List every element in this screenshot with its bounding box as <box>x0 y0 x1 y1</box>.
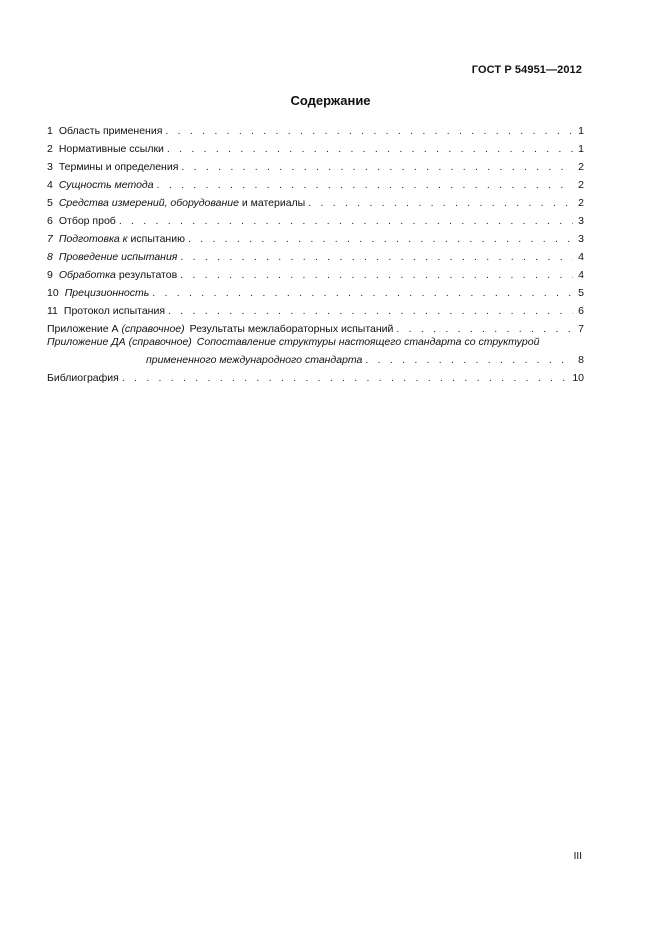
toc-entry-page: 4 <box>578 269 584 281</box>
leader-dots <box>122 372 569 385</box>
toc-entry-6[interactable] <box>47 210 584 228</box>
toc-entry-label: 3 Термины и определения <box>47 161 179 173</box>
toc-entry-page: 3 <box>578 215 584 227</box>
toc-entry-page: 2 <box>578 197 584 209</box>
toc-entry-page: 7 <box>578 323 584 335</box>
toc-entry-page: 1 <box>578 125 584 137</box>
toc-entry-label: 1 Область применения <box>47 125 163 137</box>
leader-dots <box>180 251 573 264</box>
toc-entry-label: 8 Проведение испытания <box>47 251 178 263</box>
toc-entry-label-continued: примененного международного стандарта <box>146 354 363 366</box>
leader-dots <box>165 125 573 138</box>
toc-entry-label: 5 Средства измерений, оборудование и материалы <box>47 197 306 209</box>
toc-entry-label: 7 Подготовка к испытанию <box>47 233 185 245</box>
toc-entry-page: 3 <box>578 233 584 245</box>
toc-entry-page: 1 <box>578 143 584 155</box>
toc-entry-bibliography[interactable] <box>47 367 584 385</box>
toc-entry-label: 4 Сущность метода <box>47 179 154 191</box>
toc-entry-8[interactable] <box>47 246 584 264</box>
toc-entry-9[interactable] <box>47 264 584 282</box>
toc-entry-page: 2 <box>578 179 584 191</box>
leader-dots <box>168 305 573 318</box>
toc-entry-page: 5 <box>578 287 584 299</box>
toc-entry-page: 2 <box>578 161 584 173</box>
toc-title: Содержание <box>290 93 371 108</box>
table-of-contents <box>47 120 584 385</box>
toc-entry-11[interactable] <box>47 300 584 318</box>
leader-dots <box>188 233 573 246</box>
leader-dots <box>308 197 573 210</box>
toc-entry-appendix-da[interactable] <box>47 336 584 367</box>
toc-entry-page: 10 <box>572 372 584 384</box>
toc-entry-label: 2 Нормативные ссылки <box>47 143 164 155</box>
standard-code: ГОСТ Р 54951—2012 <box>471 64 582 76</box>
leader-dots <box>181 161 573 174</box>
toc-entry-10[interactable] <box>47 282 584 300</box>
toc-entry-label: Приложение А (справочное) Результаты межлабораторных испытаний <box>47 323 394 335</box>
toc-entry-4[interactable] <box>47 174 584 192</box>
leader-dots <box>119 215 573 228</box>
leader-dots <box>167 143 573 156</box>
toc-entry-page: 4 <box>578 251 584 263</box>
leader-dots <box>152 287 573 300</box>
toc-entry-7[interactable] <box>47 228 584 246</box>
toc-entry-1[interactable] <box>47 120 584 138</box>
toc-entry-appendix-a[interactable] <box>47 318 584 336</box>
toc-entry-label: Библиография <box>47 372 119 384</box>
toc-entry-label: 6 Отбор проб <box>47 215 116 227</box>
toc-entry-label: 11 Протокол испытания <box>47 305 166 317</box>
toc-entry-2[interactable] <box>47 138 584 156</box>
toc-entry-label: Приложение ДА (справочное) Сопоставление структуры настоящего стандарта со структурой <box>47 336 540 348</box>
leader-dots <box>396 323 573 336</box>
page-folio: III <box>573 851 582 862</box>
toc-entry-5[interactable] <box>47 192 584 210</box>
toc-entry-label: 9 Обработка результатов <box>47 269 178 281</box>
leader-dots <box>157 179 573 192</box>
toc-entry-page: 6 <box>578 305 584 317</box>
toc-entry-3[interactable] <box>47 156 584 174</box>
toc-entry-label: 10 Прецизионность <box>47 287 150 299</box>
leader-dots <box>180 269 573 282</box>
leader-dots <box>365 354 573 367</box>
toc-entry-page: 8 <box>578 354 584 366</box>
